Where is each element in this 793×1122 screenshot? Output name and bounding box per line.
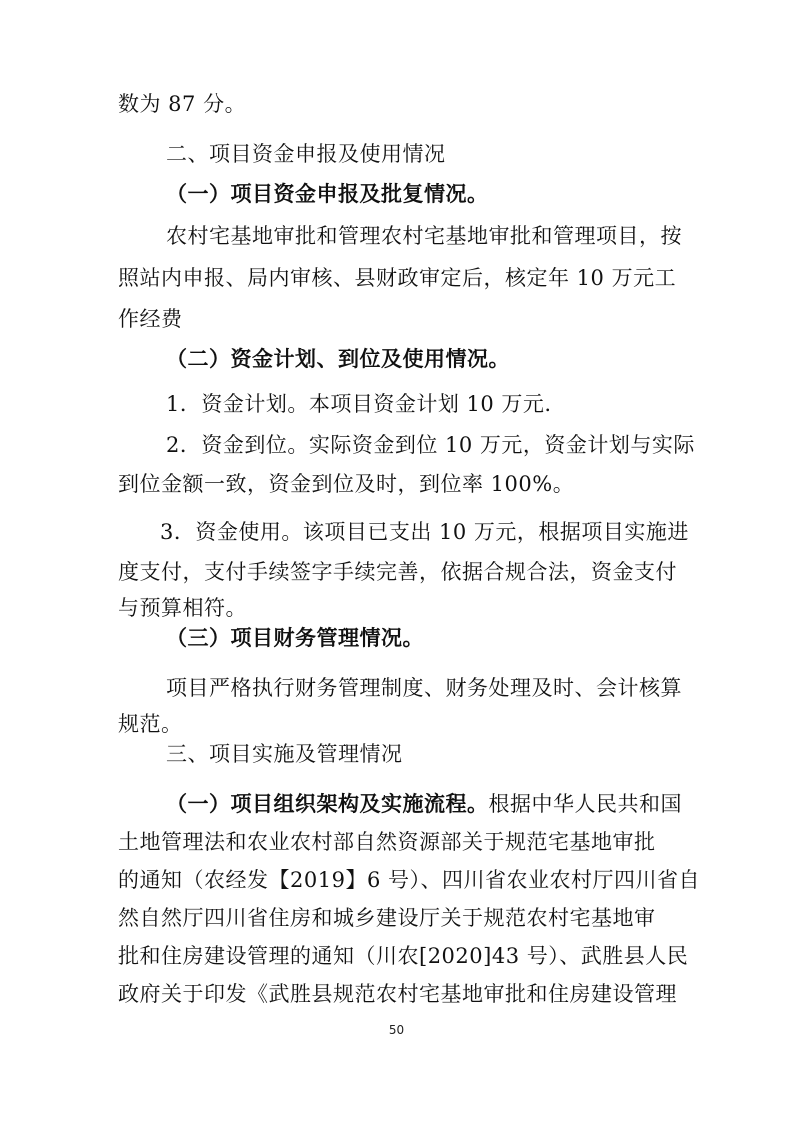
text-line: 3．资金使用。该项目已支出 10 万元，根据项目实施进 (160, 520, 689, 544)
text-line: 批和住房建设管理的通知（川农[2020]43 号）、武胜县人民 (118, 944, 689, 968)
text-line: 农村宅基地审批和管理农村宅基地审批和管理项目，按 (166, 224, 682, 248)
text-line: 然自然厅四川省住房和城乡建设厅关于规范农村宅基地审 (118, 906, 656, 930)
text-line (166, 790, 682, 818)
text-line: 作经费 (118, 307, 183, 331)
inline-text: 根据中华人民共和国 (488, 792, 682, 816)
subsection-heading: （三）项目财务管理情况。 (166, 625, 424, 650)
section-heading: 三、项目实施及管理情况 (166, 742, 403, 766)
text-line: 到位金额一致，资金到位及时，到位率 100%。 (118, 472, 575, 496)
inline-subsection-heading: （一）项目组织架构及实施流程。 (166, 791, 489, 816)
section-heading: 二、项目资金申报及使用情况 (166, 142, 446, 166)
text-line: 1．资金计划。本项目资金计划 10 万元. (166, 392, 552, 416)
text-line: 数为 87 分。 (118, 92, 247, 116)
text-line: 照站内申报、局内审核、县财政审定后，核定年 10 万元工 (118, 266, 677, 290)
text-line: 与预算相符。 (118, 596, 247, 620)
text-line: 项目严格执行财务管理制度、财务处理及时、会计核算 (166, 676, 682, 700)
text-line: 度支付，支付手续签字手续完善，依据合规合法，资金支付 (118, 560, 677, 584)
text-line: 政府关于印发《武胜县规范农村宅基地审批和住房建设管理 (118, 982, 677, 1006)
subsection-heading: （一）项目资金申报及批复情况。 (166, 181, 489, 206)
text-line: 土地管理法和农业农村部自然资源部关于规范宅基地审批 (118, 830, 656, 854)
text-line: 规范。 (118, 712, 183, 736)
text-line: 的通知（农经发【2019】6 号）、四川省农业农村厅四川省自 (118, 868, 700, 892)
page-number: 50 (388, 1023, 405, 1037)
subsection-heading: （二）资金计划、到位及使用情况。 (166, 346, 510, 371)
text-line: 2．资金到位。实际资金到位 10 万元，资金计划与实际 (166, 433, 695, 457)
